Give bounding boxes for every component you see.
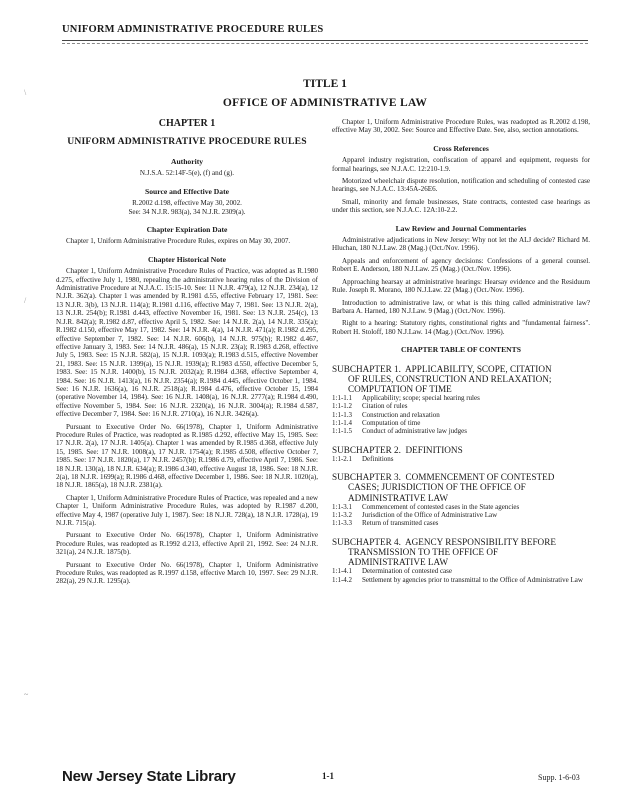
readoption-note: Chapter 1, Uniform Administrative Procedure Rules, was readopted as R.2002 d.198, effective May 30, 2002. See: Source and Effective Date. See, also, section annotations. <box>332 118 590 135</box>
subchapter-label: SUBCHAPTER 2. <box>332 444 401 455</box>
section-title: Conduct of administrative law judges <box>362 427 467 436</box>
subchapter-heading <box>332 364 590 395</box>
subchapter-4 <box>332 537 590 584</box>
chapter-number: CHAPTER 1 <box>158 118 216 129</box>
margin-mark: \ <box>24 88 27 97</box>
toc-entry[interactable] <box>332 419 590 427</box>
subchapter-heading <box>332 537 590 568</box>
section-title: Determination of contested case <box>362 567 452 576</box>
section-title: Jurisdiction of the Office of Administrative Law <box>362 511 498 520</box>
section-number: 1:1-4.1 <box>332 567 353 576</box>
law-review-entry: Introduction to administrative law, or what is this thing called administrative law? Barbara A. Harned, 180 N.J.Law. 9 (Mag.) (Oct./Nov. 1996). <box>332 298 590 315</box>
section-title: Applicability; scope; special hearing rules <box>362 394 480 403</box>
subchapter-title-line: ADMINISTRATIVE LAW <box>348 557 449 568</box>
history-paragraph: Chapter 1, Uniform Administrative Procedure Rules of Practice, was repealed and a new Chapter 1, Uniform Administrative Procedure Rules, was adopted by R.1987 d.200, effective May 4, 1987 (operative July 1, 1987). See: 18 N.J.R. 728(a), 18 N.J.R. 1728(a), 19 N.J.R. 715(a). <box>56 493 318 528</box>
subchapter-title-line: ADMINISTRATIVE LAW <box>348 492 449 503</box>
left-column <box>56 118 318 590</box>
subchapter-title-line: CASES; JURISDICTION OF THE OFFICE OF <box>348 482 526 493</box>
section-number: 1:1-1.5 <box>332 427 353 436</box>
section-title: Settlement by agencies prior to transmittal to the Office of Administrative Law <box>362 575 583 584</box>
toc-entry[interactable] <box>332 511 590 519</box>
subchapter-title-line: OF RULES, CONSTRUCTION AND RELAXATION; <box>348 373 552 384</box>
section-number: 1:1-2.1 <box>332 454 353 463</box>
history-paragraph: Pursuant to Executive Order No. 66(1978), Chapter 1, Uniform Administrative Procedure Rules of Practice, was readopted as R.1985 d.292, effective May 15, 1985. See: 17 N.J.R. 2(a), 17 N.J.R. 1405(a). Chapter 1 was amended by R.1985 d.368, effective July 15, 1985. See: 17 N.J.R. 1008(a), 17 N.J.R. 1754(a); R.1985 d.508, effective October 7, 1985. See: 17 N.J.R. 1820(a), 17 N.J.R. 2457(b); R.1986 d.79, effective April 7, 1986. See: 18 N.J.R. 130(a), 18 N.J.R. 634(a); R.1986 d.340, effective August 18, 1986. See: 18 N.J.R. 2(a), 18 N.J.R. 1699(a); R.1986 d.468, effective December 1, 1986. See: 18 N.J.R. 1020(a), 18 N.J.R. 1865(a), 18 N.J.R. 2381(a). <box>56 422 318 490</box>
footer-library-name: New Jersey State Library <box>62 768 236 785</box>
section-number: 1:1-1.3 <box>332 410 353 419</box>
footer-page-number: 1-1 <box>322 771 334 781</box>
history-paragraph: Pursuant to Executive Order No. 66(1978), Chapter 1, Uniform Administrative Procedure Rules, was readopted as R.1997 d.158, effective March 10, 1997. See: 29 N.J.R. 282(a), 29 N.J.R. 1295(a). <box>56 560 318 586</box>
law-review-entry: Right to a hearing: Statutory rights, constitutional rights and "fundamental fairness". Robert H. Stoloff, 180 N.J.Law. 14 (Mag.) (Oct./Nov. 1996). <box>332 319 590 336</box>
title-block <box>62 78 588 109</box>
toc-entry[interactable] <box>332 519 590 527</box>
expiration-heading: Chapter Expiration Date <box>146 225 228 235</box>
toc-entry[interactable] <box>332 394 590 402</box>
section-number: 1:1-1.4 <box>332 419 353 428</box>
cross-reference: Motorized wheelchair dispute resolution, notification and scheduling of contested case hearings, see N.J.A.C. 13:45A-26E6. <box>332 177 590 194</box>
subchapter-title-line: COMMENCEMENT OF CONTESTED <box>405 472 555 483</box>
margin-mark: ~ <box>24 690 29 699</box>
history-paragraph: Pursuant to Executive Order No. 66(1978), Chapter 1, Uniform Administrative Procedure Rules, was readopted as R.1992 d.213, effective April 21, 1992. See: 24 N.J.R. 321(a), 24 N.J.R. 1875(b). <box>56 531 318 557</box>
subchapter-title-line: COMPUTATION OF TIME <box>348 383 452 394</box>
source-text-1: R.2002 d.198, effective May 30, 2002. <box>132 199 242 208</box>
section-number: 1:1-3.3 <box>332 519 353 528</box>
toc-entry[interactable] <box>332 455 590 463</box>
authority-text: N.J.S.A. 52:14F-5(e), (f) and (g). <box>139 169 235 178</box>
header-rule-dashed <box>62 43 588 44</box>
source-text-2: See: 34 N.J.R. 983(a), 34 N.J.R. 2309(a). <box>128 207 246 216</box>
toc-entry[interactable] <box>332 567 590 575</box>
subchapter-title-line: AGENCY RESPONSIBILITY BEFORE <box>405 536 556 547</box>
section-number: 1:1-1.2 <box>332 402 353 411</box>
subchapter-label: SUBCHAPTER 3. <box>332 472 401 483</box>
authority-heading: Authority <box>170 157 204 166</box>
cross-reference: Apparel industry registration, confiscation of apparel and equipment, requests for formal hearings, see N.J.A.C. 12:210-1.9. <box>332 156 590 173</box>
section-title: Construction and relaxation <box>362 410 440 419</box>
toc-entry[interactable] <box>332 411 590 419</box>
section-title: Return of transmitted cases <box>362 519 439 528</box>
footer-supplement-date: Supp. 1-6-03 <box>538 773 580 782</box>
section-title: Citation of rules <box>362 402 408 411</box>
toc-entry[interactable] <box>332 402 590 410</box>
subchapter-label: SUBCHAPTER 1. <box>332 363 401 374</box>
section-number: 1:1-4.2 <box>332 575 353 584</box>
subchapter-3 <box>332 472 590 528</box>
subchapter-label: SUBCHAPTER 4. <box>332 536 401 547</box>
header-rule <box>62 40 588 41</box>
section-title: Definitions <box>362 454 394 463</box>
toc-entry[interactable] <box>332 503 590 511</box>
margin-mark: / <box>24 296 27 305</box>
title: TITLE 1 <box>303 78 347 90</box>
subchapter-heading <box>332 472 590 503</box>
subchapter-title-line: TRANSMISSION TO THE OFFICE OF <box>348 546 499 557</box>
history-heading: Chapter Historical Note <box>148 254 226 264</box>
chapter-name: UNIFORM ADMINISTRATIVE PROCEDURE RULES <box>67 136 307 147</box>
toc-entry[interactable] <box>332 576 590 584</box>
toc-entry[interactable] <box>332 427 590 435</box>
law-review-entry: Appeals and enforcement of agency decisions: Confessions of a general counsel. Robert E. Anderson, 180 N.J.Law. 25 (Mag.) (Oct./Nov. 1996). <box>332 256 590 274</box>
title-sub: OFFICE OF ADMINISTRATIVE LAW <box>222 97 428 109</box>
subchapter-heading <box>332 445 590 455</box>
expiration-text: Chapter 1, Uniform Administrative Procedure Rules, expires on May 30, 2007. <box>66 237 291 246</box>
cross-references-heading: Cross References <box>433 143 489 153</box>
section-title: Commencement of contested cases in the State agencies <box>362 502 520 511</box>
cross-reference: Small, minority and female businesses, State contracts, contested case hearings as under this section, see N.J.A.C. 12A:10-2.2. <box>332 197 590 215</box>
subchapter-1 <box>332 364 590 436</box>
subchapter-title-line: DEFINITIONS <box>405 444 463 455</box>
table-of-contents-heading: CHAPTER TABLE OF CONTENTS <box>401 345 521 355</box>
law-review-heading: Law Review and Journal Commentaries <box>395 223 527 233</box>
source-heading: Source and Effective Date <box>144 186 229 196</box>
law-review-entry: Administrative adjudications in New Jersey: Why not let the ALJ decide? Richard M. Hluchan, 180 N.J.Law. 28 (Mag.) (Oct./Nov. 1996). <box>332 236 590 253</box>
section-number: 1:1-1.1 <box>332 394 353 403</box>
right-column <box>332 118 590 584</box>
section-number: 1:1-3.2 <box>332 511 353 520</box>
law-review-entry: Approaching hearsay at administrative hearings: Hearsay evidence and the Residuum Rule. Joseph R. Morano, 180 N.J.Law. 22 (Mag.) (Oct./Nov. 1996). <box>332 277 590 295</box>
section-title: Computation of time <box>362 419 421 428</box>
section-number: 1:1-3.1 <box>332 502 353 511</box>
subchapter-2 <box>332 445 590 464</box>
running-head: UNIFORM ADMINISTRATIVE PROCEDURE RULES <box>62 24 324 35</box>
subchapter-title-line: APPLICABILITY, SCOPE, CITATION <box>405 363 552 374</box>
history-paragraph: Chapter 1, Uniform Administrative Procedure Rules of Practice, was adopted as R.1980 d.275, effective July 1, 1980, repealing the administrative hearing rules of the Division of Administrative Procedure at N.J.A.C. 15:15-10. See: 11 N.J.R. 479(a), 12 N.J.R. 234(a), 12 N.J.R. 362(a). Chapter 1 was amended by R.1981 d.55, effective February 17, 1981. See: 13 N.J.R. 3(b), 13 N.J.R. 114(a); R.1981 d.116, effective May 7, 1981. See: 13 N.J.R. 2(a), 13 N.J.R. 254(b); R.1981 d.443, effective November 16, 1981. See: 13 N.J.R. 254(c), 13 N.J.R. 842(a); R.1982 d.87, effective April 5, 1982. See: 14 N.J.R. 2(a), 14 N.J.R. 335(a); R.1982 d.150, effective May 17, 1982. See: 14 N.J.R. 4(a), 14 N.J.R. 471(a); R.1982 d.295, effective September 7, 1982. See: 14 N.J.R. 606(b), 14 N.J.R. 975(b); R.1982 d.467, effective January 3, 1983. See: 14 N.J.R. 486(a), 15 N.J.R. 23(a); R.1983 d.268, effective July 5, 1983. See: 15 N.J.R. 582(a), 15 N.J.R. 1093(a); R.1983 d.515, effective November 21, 1983. See: 15 N.J.R. 1399(a), 15 N.J.R. 1939(a); R.1983 d.550, effective December 5, 1983. See: 15 N.J.R. 1400(b), 15 N.J.R. 2032(a); R.1984 d.368, effective September 4, 1984. See: 16 N.J.R. 1413(a), 16 N.J.R. 2354(a); R.1984 d.445, effective October 1, 1984. See: 16 N.J.R. 1636(a), 16 N.J.R. 2518(a); R.1984 d.476, effective October 15, 1984 (operative November 14, 1984). See: 16 N.J.R. 1408(a), 16 N.J.R. 2777(a); R.1984 d.490, effective November 5, 1984. See: 16 N.J.R. 2320(a), 16 N.J.R. 3004(a); R.1984 d.587, effective December 7, 1984. See: 16 N.J.R. 2710(a), 16 N.J.R. 3426(a). <box>56 267 318 419</box>
